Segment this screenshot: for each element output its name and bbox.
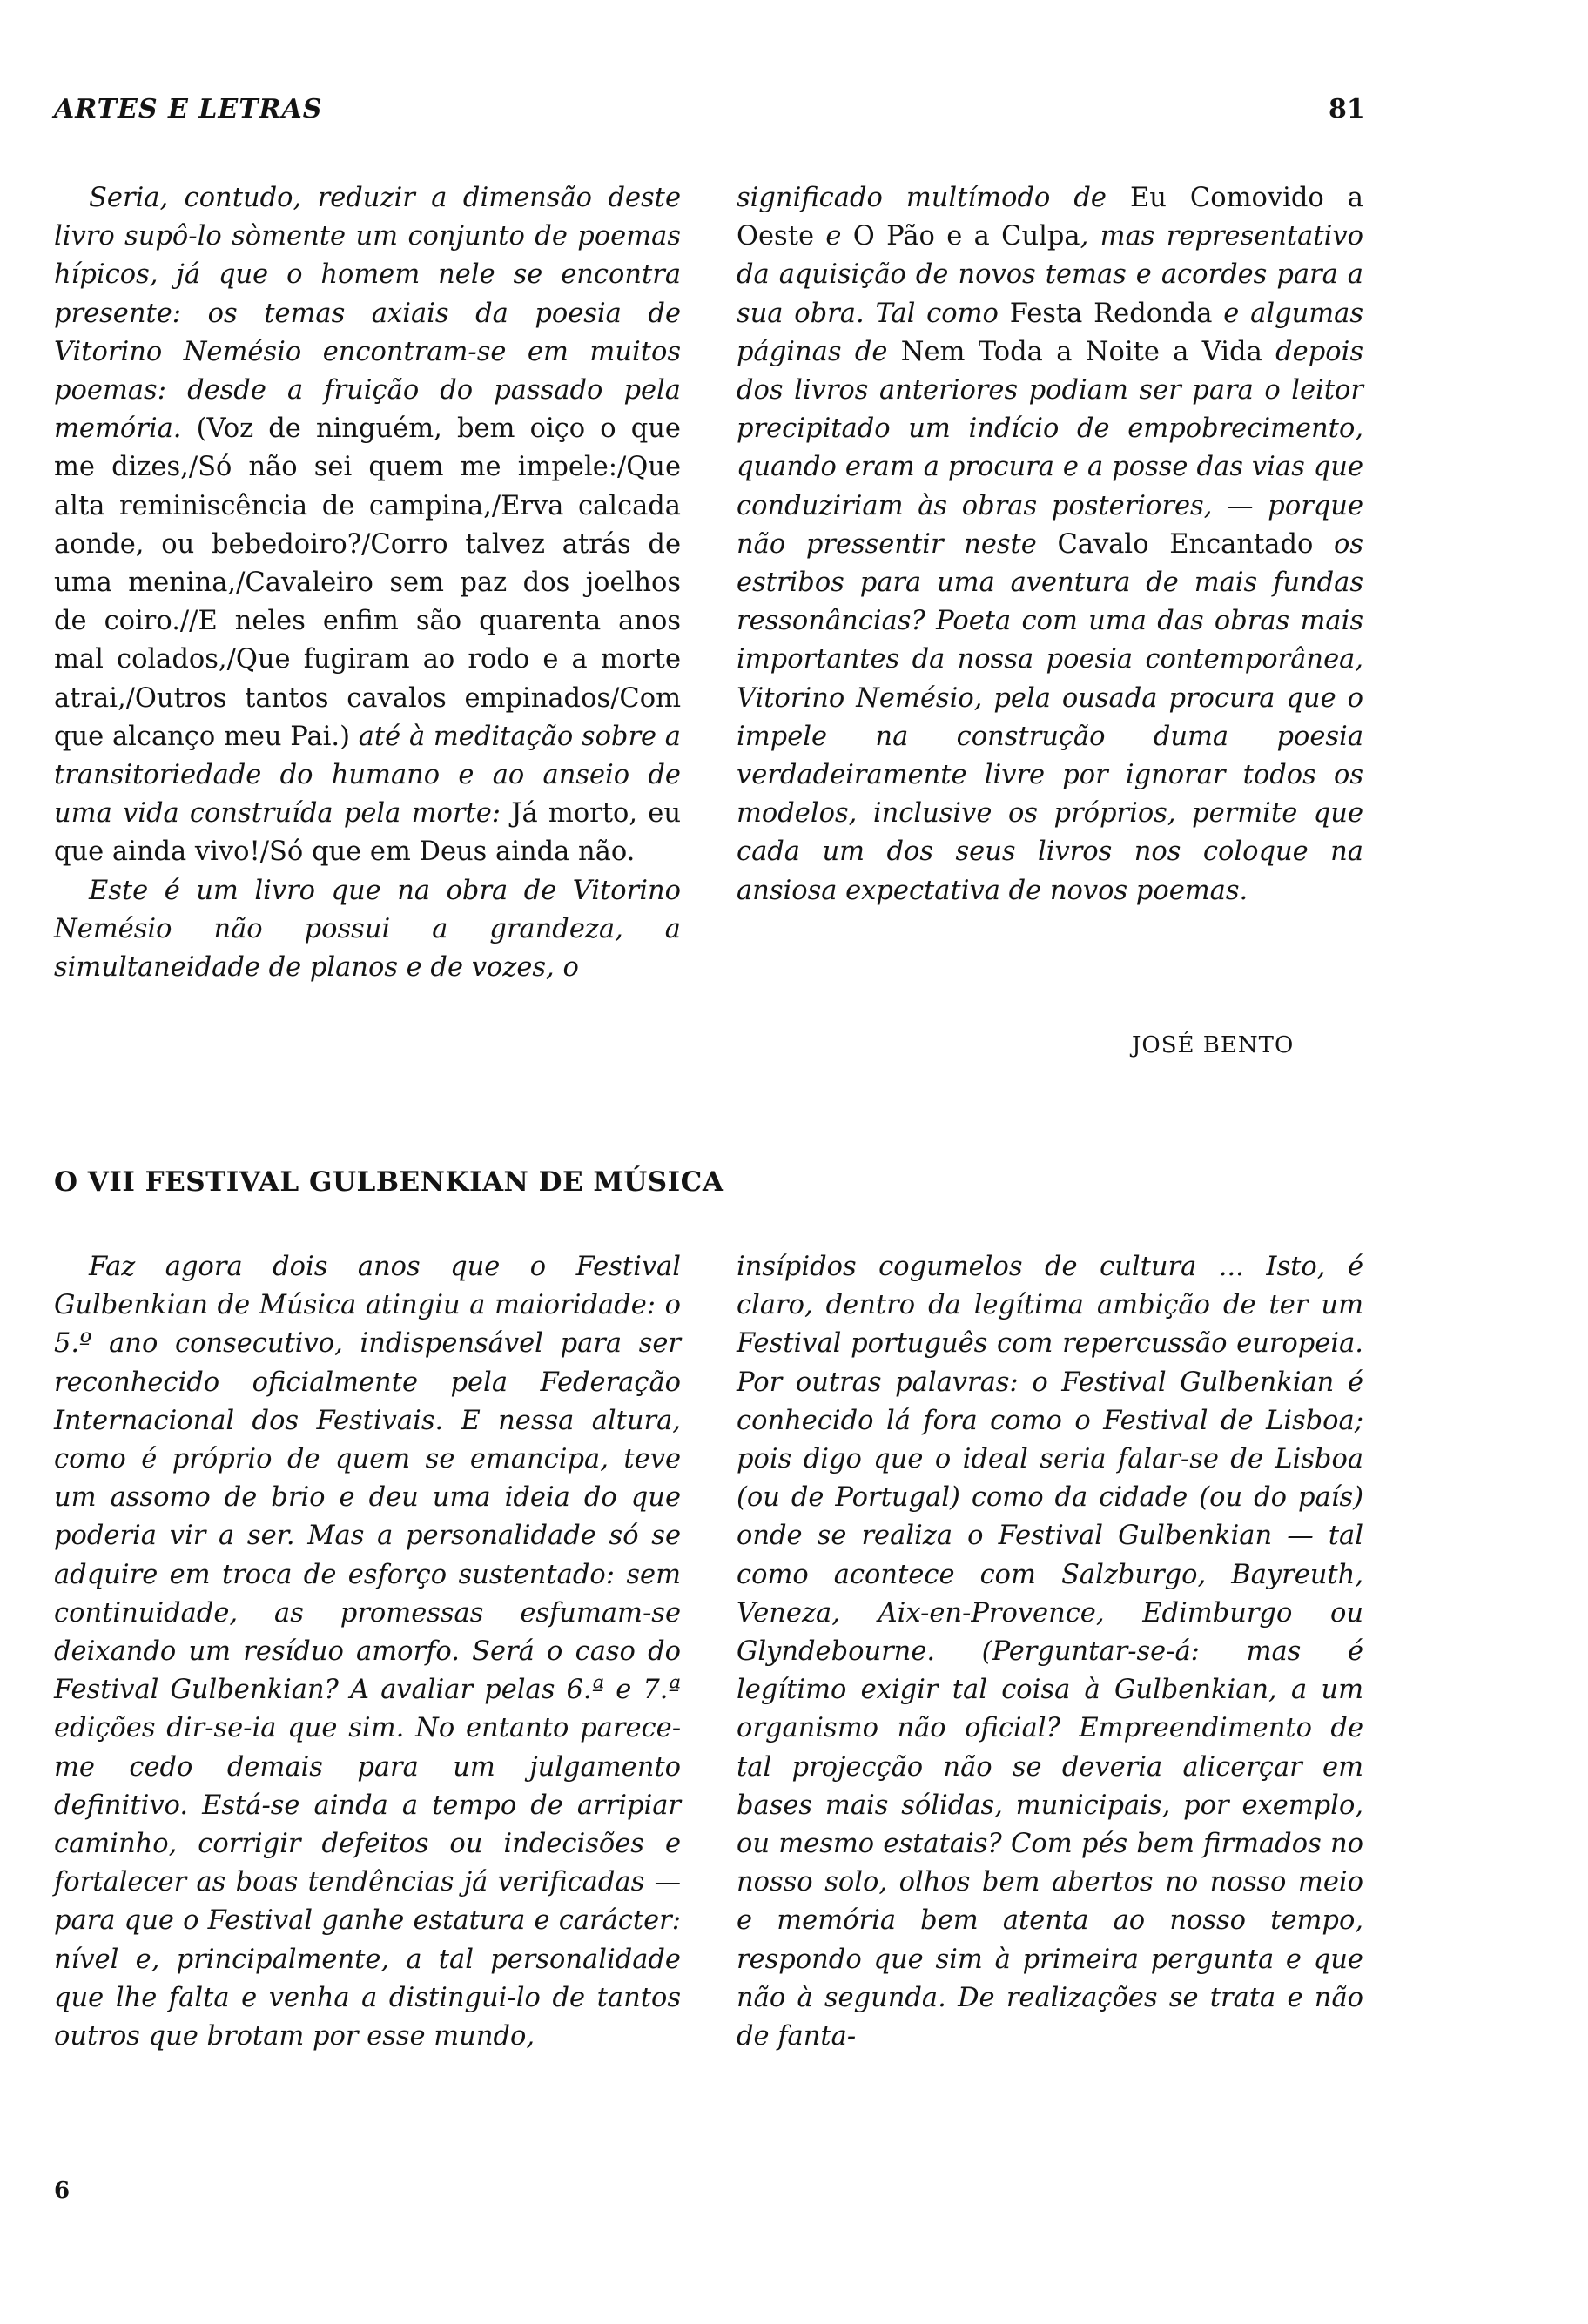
book-title: Eu Comovido a Oeste xyxy=(737,183,1363,252)
book-title: O Pão e a Culpa xyxy=(852,221,1080,252)
review-paragraph-2: Este é um livro que na obra de Vitorino Nemésio não possui a grandeza, a simultaneidade de planos e de vozes, o xyxy=(54,875,681,984)
page-number: 81 xyxy=(1329,94,1365,124)
review-paragraph-1 xyxy=(54,179,681,872)
text-run: os estribos para uma aventura de mais fundas ressonâncias? Poeta com uma das obras mais importantes da nossa poesia contemporânea, Vitorino Nemésio, pela ousada procura que o impele na construção duma poesia verdadeiramente livre por ignorar todos os modelos, inclusive os próprios, permite que cada um dos seus livros nos coloque na ansiosa expectativa de novos poemas. xyxy=(737,528,1363,906)
text-run: e xyxy=(814,221,853,252)
text-run: e algumas páginas de xyxy=(737,298,1363,367)
review-paragraph-continued xyxy=(737,179,1363,910)
book-title: Nem Toda a Noite a Vida xyxy=(900,336,1262,367)
text-run: até à meditação sobre a transitoriedade do humano e ao anseio de uma vida construída pela morte: xyxy=(54,721,681,830)
text-run: Já morto, eu que ainda vivo!/Só que em Deus ainda não. xyxy=(54,798,681,868)
text-run: (Voz de ninguém, bem oiço o que me dizes,/Só não sei quem me impele:/Que alta reminiscência de campina,/Erva calcada aonde, ou bebedoiro?/Corro talvez atrás de uma menina,/Cavaleiro sem paz dos joelhos de coiro.//E neles enfim são quarenta anos mal colados,/Que fugiram ao rodo e a morte atrai,/Outros tantos cavalos empinados/Com que alcanço meu Pai.) xyxy=(54,413,681,752)
book-title: Festa Redonda xyxy=(1009,298,1213,329)
review-right-column xyxy=(737,179,1363,910)
text-run: depois dos livros anteriores podiam ser para o leitor precipitado um indício de empobrecimento, quando eram a procura e a posse das vias que conduziriam às obras posteriores, — porque não pressentir neste xyxy=(737,336,1363,560)
review-left-column xyxy=(54,179,681,987)
text-run: Seria, contudo, reduzir a dimensão deste livro supô-lo sòmente um conjunto de poemas hípicos, já que o homem nele se encontra presente: os temas axiais da poesia de Vitorino Nemésio encontram-se em muitos poemas: desde a fruição do passado pela memória. xyxy=(54,183,681,445)
festival-paragraph: Faz agora dois anos que o Festival Gulbenkian de Música atingiu a maioridade: o 5.º ano consecutivo, indispensável para ser reconhecido oficialmente pela Federação Internacional dos Festivais. E nessa altura, como é próprio de quem se emancipa, teve um assomo de brio e deu uma ideia do que poderia vir a ser. Mas a personalidade só se adquire em troca de esforço sustentado: sem continuidade, as promessas esfumam-se deixando um resíduo amorfo. Será o caso do Festival Gulbenkian? A avaliar pelas 6.ª e 7.ª edições dir-se-ia que sim. No entanto parece-me cedo demais para um julgamento definitivo. Está-se ainda a tempo de arripiar caminho, corrigir defeitos ou indecisões e fortalecer as boas tendências já verificadas — para que o Festival ganhe estatura e carácter: nível e, principalmente, a tal personalidade que lhe falta e venha a distingui-lo de tantos outros que brotam por esse mundo, xyxy=(54,1252,681,2052)
festival-left-column xyxy=(54,1248,681,2056)
section-heading: O VII FESTIVAL GULBENKIAN DE MÚSICA xyxy=(54,1166,724,1198)
text-run: significado multímodo de xyxy=(737,183,1130,213)
folio-number: 6 xyxy=(54,2178,71,2204)
running-header-title: ARTES E LETRAS xyxy=(54,94,323,124)
festival-paragraph-continued: insípidos cogumelos de cultura ... Isto, é claro, dentro da legítima ambição de ter um Festival português com repercussão europeia. Por outras palavras: o Festival Gulbenkian é conhecido lá fora como o Festival de Lisboa; pois digo que o ideal seria falar-se de Lisboa (ou de Portugal) como da cidade (ou do país) onde se realiza o Festival Gulbenkian — tal como acontece com Salzburgo, Bayreuth, Veneza, Aix-en-Provence, Edimburgo ou Glyndebourne. (Perguntar-se-á: mas é legítimo exigir tal coisa à Gulbenkian, a um organismo não oficial? Empreendimento de tal projecção não se deveria alicerçar em bases mais sólidas, municipais, por exemplo, ou mesmo estatais? Com pés bem firmados no nosso solo, olhos bem abertos no nosso meio e memória bem atenta ao nosso tempo, respondo que sim à primeira pergunta e que não à segunda. De realizações se trata e não de fanta- xyxy=(737,1252,1363,2052)
text-run: , mas representativo da aquisição de novos temas e acordes para a sua obra. Tal como xyxy=(737,221,1363,329)
review-author-signature: JOSÉ BENTO xyxy=(1132,1032,1295,1058)
festival-right-column xyxy=(737,1248,1363,2056)
book-title: Cavalo Encantado xyxy=(1057,528,1314,560)
